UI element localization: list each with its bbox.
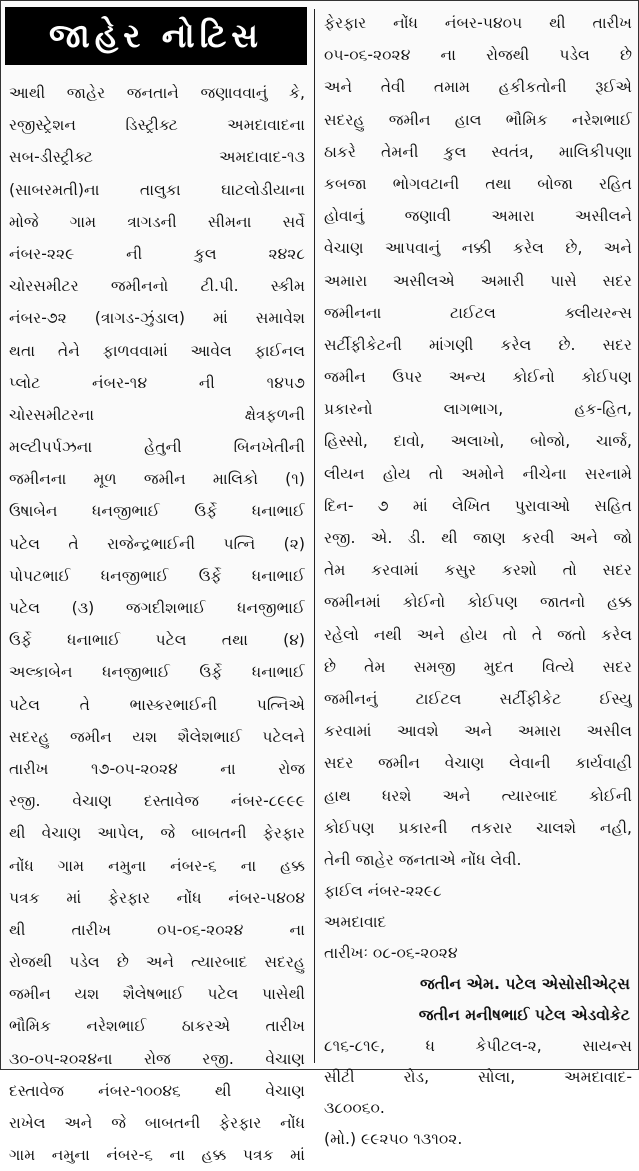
body-line: થી વેચાણ આપેલ, જે બાબતની ફેરફાર [9, 824, 305, 843]
body-line: ચોરસમીટર જમીનનો ટી.પી. સ્કીમ [9, 277, 305, 296]
body-line: પ્લોટ નંબર-૧૪ ની ૧૪૫૭ [9, 373, 305, 392]
body-line: સદર જમીન વેચાણ લેવાની કાર્યવાહી [324, 754, 632, 773]
body-line: સબ-ડીસ્ટ્રીક્ટ અમદાવાદ-૧૩ [9, 148, 305, 167]
body-line: જમીનનું ટાઈટલ સર્ટીફીકેટ ઈસ્યુ [324, 689, 632, 708]
body-line: રજી. એ. ડી. થી જાણ કરવી અને જો [324, 529, 632, 547]
body-line: હિસ્સો, દાવો, અલાખો, બોજો, ચાર્જ, [324, 432, 632, 451]
body-line: સર્ટીફીકેટની માંગણી કરેલ છે. સદર [324, 335, 632, 354]
body-line: તારીખ ૧૭-૦૫-૨૦૨૪ ના રોજ [9, 759, 305, 778]
body-line: પટેલ તે રાજેન્દ્રભાઈની પત્નિ (૨) [9, 534, 305, 553]
body-line: જમીનના ટાઈટલ ક્લીયરન્સ [324, 303, 632, 322]
body-line: મલ્ટીપર્પઝના હેતુની બિનખેતીની [9, 438, 305, 457]
body-line: ચોરસમીટરના ક્ષેત્રફળની [9, 405, 305, 424]
right-column-body [324, 7, 632, 876]
notice-date: તારીખઃ ૦૮-૦૬-૨૦૨૪ [324, 944, 458, 963]
body-line: આથી જાહેર જનતાને જણાવવાનું કે, [9, 84, 305, 102]
address-line: ૩૮૦૦૬૦. [324, 1099, 385, 1118]
phone-number: (મો.) ૯૯૨૫૦ ૧૩૧૦૨. [324, 1130, 463, 1149]
left-column [9, 77, 305, 1171]
body-line: રજી. વેચાણ દસ્તાવેજ નંબર-૮૯૯૯ [9, 792, 305, 811]
body-line: સદરહુ જમીન હાલ ભૌમિક નરેશભાઈ [324, 110, 632, 129]
body-line: કોઈપણ પ્રકારની તકરાર ચાલશે નહી, [324, 818, 632, 837]
body-line: ૦૫-૦૬-૨૦૨૪ ના રોજથી પડેલ છે [324, 46, 632, 65]
body-line: પટેલ (૩) જગદીશભાઈ ધનજીભાઈ [9, 599, 305, 617]
body-line: છે તેમ સમજી મુદત વિત્યે સદર [324, 657, 632, 676]
body-line: ૩૦-૦૫-૨૦૨૪ના રોજ રજી. વેચાણ [9, 1049, 305, 1068]
body-line: નંબર-૭૨ (ત્રાગડ-ઝુંડાલ) માં સમાવેશ [9, 309, 305, 328]
body-line: અને તેવી તમામ હકીકતોની રૂઈએ [324, 78, 632, 97]
body-line: નંબર-૨૨૯ ની કુલ ૨૪૨૮ [9, 244, 305, 263]
body-line: દિન- ૭ માં લેખિત પુરાવાઓ સહિત [324, 496, 632, 515]
body-line: અલ્કાબેન ધનજીભાઈ ઉર્ફે ધનાભાઈ [9, 663, 305, 682]
body-line: જમીન યશ શૈલેષભાઈ પટેલ પાસેથી [9, 985, 305, 1004]
advocate-name: જતીન મનીષભાઈ પટેલ એડવોકેટ [418, 1006, 630, 1025]
body-line: જમીનમાં કોઈનો કોઈપણ જાતનો હક્ક [324, 593, 632, 612]
body-line: વેચાણ આપવાનું નક્કી કરેલ છે, અને [324, 239, 632, 258]
body-line: દસ્તાવેજ નંબર-૧૦૦૪૬ થી વેચાણ [9, 1081, 305, 1100]
body-line: ઠાકરે તેમની કુલ સ્વતંત્ર, માલિકીપણા [324, 142, 632, 161]
notice-title: જાહેર નોટિસ [48, 16, 264, 55]
body-line: સદરહુ જમીન યશ શૈલેશભાઈ પટેલને [9, 727, 305, 746]
body-line: ગામ નમુના નંબર-૬ ના હક્ક પત્રક માં [9, 1146, 305, 1165]
firm-name: જતીન એમ. પટેલ એસોસીએટ્સ [419, 975, 630, 994]
body-line: રજીસ્ટ્રેશન ડિસ્ટ્રીક્ટ અમદાવાદના [9, 116, 305, 135]
body-line: રોજથી પડેલ છે અને ત્યારબાદ સદરહુ [9, 953, 305, 972]
notice-footer [324, 876, 632, 1155]
body-line: તેમ કરવામાં કસુર કરશો તો સદર [324, 561, 632, 580]
body-line: થી તારીખ ૦૫-૦૬-૨૦૨૪ ના [9, 920, 305, 939]
body-line: હાથ ધરશે અને ત્યારબાદ કોઈની [324, 786, 632, 805]
address-line: સીટી રોડ, સોલા, અમદાવાદ- [324, 1068, 632, 1087]
body-line: તેની જાહેર જનતાએ નોંધ લેવી. [324, 850, 522, 869]
place: અમદાવાદ [324, 913, 387, 932]
body-line: ઉષાબેન ધનજીભાઈ ઉર્ફે ધનાભાઈ [9, 502, 305, 521]
body-line: કરવામાં આવશે અને અમારા અસીલ [324, 722, 632, 741]
body-line: પોપટભાઈ ધનજીભાઈ ઉર્ફે ધનાભાઈ [9, 566, 305, 585]
body-line: ઉર્ફે ધનાભાઈ પટેલ તથા (૪) [9, 631, 305, 650]
body-line: પત્રક માં ફેરફાર નોંધ નંબર-૫૪૦૪ [9, 888, 305, 907]
body-line: મોજે ગામ ત્રાગડની સીમના સર્વે [9, 212, 305, 231]
body-line: હોવાનું જણાવી અમારા અસીલને [324, 207, 632, 226]
body-line: કબજા ભોગવટાની તથા બોજા રહિત [324, 174, 632, 193]
title-banner [5, 7, 307, 65]
body-line: રાખેલ અને જે બાબતની ફેરફાર નોંધ [9, 1114, 305, 1132]
body-line: ફેરફાર નોંધ નંબર-૫૪૦૫ થી તારીખ [324, 14, 632, 32]
body-line: પટેલ તે ભાસ્કરભાઈની પત્નિએ [9, 695, 305, 714]
body-line: (સાબરમતી)ના તાલુકા ઘાટલોડીયાના [9, 180, 305, 199]
body-line: લીયન હોય તો અમોને નીચેના સરનામે [324, 464, 632, 483]
address-line: ૮૧૬-૮૧૯, ધ કેપીટલ-૨, સાયન્સ [324, 1037, 632, 1056]
column-divider [314, 9, 315, 1063]
body-line: થતા તેને ફાળવવામાં આવેલ ફાઈનલ [9, 341, 305, 360]
body-line: ભૌમિક નરેશભાઈ ઠાકરએ તારીખ [9, 1017, 305, 1036]
body-line: જમીનના મૂળ જમીન માલિકો (૧) [9, 470, 305, 489]
body-line: જમીન ઉપર અન્ય કોઈનો કોઈપણ [324, 368, 632, 387]
body-line: અમારા અસીલએ અમારી પાસે સદર [324, 271, 632, 290]
right-column [324, 7, 632, 1155]
body-line: પ્રકારનો લાગભાગ, હક-હિત, [324, 400, 632, 419]
file-number: ફાઈલ નંબર-૨૨૯૮ [324, 882, 442, 901]
body-line: નોંધ ગામ નમુના નંબર-૬ ના હક્ક [9, 856, 305, 875]
body-line: રહેલો નથી અને હોય તો તે જતો કરેલ [324, 625, 632, 644]
